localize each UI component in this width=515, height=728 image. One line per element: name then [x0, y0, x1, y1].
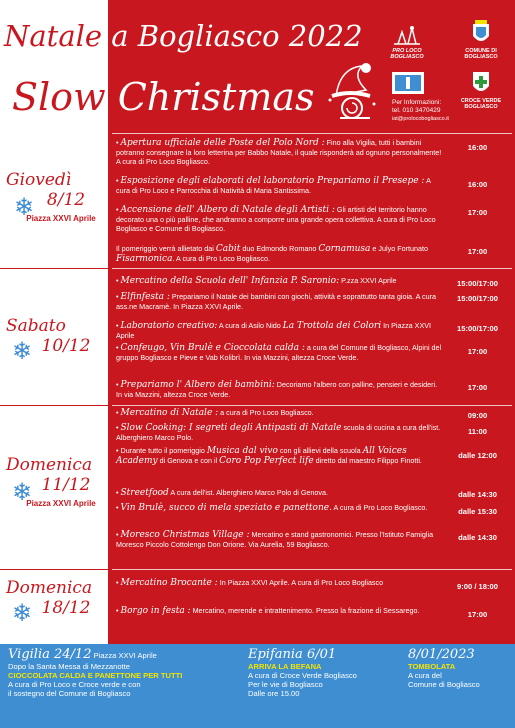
event-time: 11:00 — [467, 427, 487, 436]
day-date: 11/12 — [41, 475, 91, 495]
tombolata-highlight: TOMBOLATA — [408, 662, 456, 671]
event-item: • Mercatino Brocante : In Piazza XXVI Aprile. A cura di Pro Loco Bogliasco — [116, 578, 384, 588]
day-date: 18/12 — [41, 598, 91, 618]
event-time: dalle 14:30 — [458, 533, 497, 542]
epifania-line: Per le vie di Bogliasco — [248, 680, 323, 689]
event-heading: Vin Brulè, succo di mela speziato e panettone. — [120, 503, 332, 513]
event-item: • Slow Cooking: I segreti degli Antipasti di Natale scuola di cucina a cura dell'ist. Alberghiero Marco Polo. — [116, 423, 441, 442]
event-item: • Esposizione degli elaborati del laboratorio Prepariamo il Presepe : A cura di Pro Loco e Parrocchia di Natività di Maria Santissima. — [116, 176, 431, 195]
event-time: dalle 12:00 — [458, 451, 497, 460]
event-heading: Slow Cooking: I segreti degli Antipasti di Natale — [120, 423, 342, 433]
event-heading: Elfinfesta : — [120, 292, 170, 302]
vigilia-heading: Vigilia 24/12 — [8, 647, 92, 662]
event-heading: Coro Pop Perfect life — [219, 456, 314, 466]
event-text: di Genova e con il — [157, 456, 220, 465]
snowflake-icon: ❄ — [12, 479, 33, 506]
event-text: Prepariamo il Natale dei bambini con giochi, attività e soprattutto tanta gioia. A cura ass.ne Macramè. In Piazza XXVI Aprile. — [116, 292, 437, 311]
footer-vigilia — [8, 648, 248, 698]
event-time: dalle 15:30 — [458, 507, 497, 516]
event-text: Gli artisti del territorio hanno decorato una o più palline, che andranno a comporre una grande opera collettiva. A cura di Pro Loco Bogliasco e Comune di Bogliasco. — [116, 205, 436, 233]
event-text: a cura di Pro Loco Bogliasco. — [218, 408, 314, 417]
event-time: 17:00 — [467, 610, 488, 619]
event-heading: Confeugo, Vin Brulè e Cioccolata calda : — [120, 343, 305, 353]
event-text: duo Edmondo Romano — [240, 244, 319, 253]
event-time: 15:00/17:00 — [457, 324, 498, 333]
event-time: 09:00 — [467, 411, 488, 420]
day-name: Sabato — [6, 316, 66, 336]
day-name: Domenica — [6, 578, 93, 598]
tombolata-line: Comune di Bogliasco — [408, 680, 480, 689]
snowflake-icon: ❄ — [12, 600, 33, 627]
event-item: • Accensione dell' Albero di Natale degli Artisti : Gli artisti del territorio hanno decorato una o più palline, che andranno a comporre una grande opera collettiva. A cura di Pro Loco Bogliasco e Comune di Bogliasco. — [116, 205, 436, 233]
separator — [0, 405, 108, 406]
event-item: • Mercatino di Natale : a cura di Pro Loco Bogliasco. — [116, 408, 314, 418]
day-name: Domenica — [6, 455, 93, 475]
event-item: • Apertura ufficiale delle Poste del Polo Nord : Fino alla Vigilia, tutti i bambini potranno consegnare la loro letterina per Babbo Natale, il quale risponderà ad ognuno personalmente! A cura di Pro Loco Bogliasco. — [116, 138, 442, 166]
separator — [112, 133, 512, 134]
event-text: a cura del Comune di Bogliasco, Alpini del gruppo Bogliasco e Pieve e Vab Kolibrì. In via Mazzini, altezza Croce Verde. — [116, 343, 442, 362]
event-text: Fino alla Vigilia, tutti i bambini potranno consegnare la loro letterina per Babbo Natale, il quale risponderà ad ognuno personalmente! A cura di Pro Loco Bogliasco. — [116, 138, 442, 166]
footer-epifania — [248, 648, 388, 698]
event-item — [116, 244, 444, 264]
tombolata-line: A cura del — [408, 671, 442, 680]
event-item: • Moresco Christmas Village : Mercatino e stand gastronomici. Presso l'Istituto Famiglia Moresco Piccolo Cottolengo Don Orione. Via Aurelia, 59 Bogliasco. — [116, 530, 434, 549]
day-place: Piazza XXVI Aprile — [26, 499, 96, 508]
subtitle-white: Christmas — [117, 75, 315, 119]
proloco-logo — [385, 24, 429, 60]
event-heading: Apertura ufficiale delle Poste del Polo Nord : — [120, 138, 325, 148]
event-time: 17:00 — [467, 383, 488, 392]
title-white: a Bogliasco 2022 — [111, 19, 363, 53]
subtitle-red: Slow — [12, 75, 106, 119]
event-text: Decoriamo l'albero con palline, pensieri e desideri. In via Mazzini, altezza Croce Verde. — [116, 380, 438, 399]
event-item: • Vin Brulè, succo di mela speziato e panettone. A cura di Pro Loco Bogliasco. — [116, 503, 428, 513]
event-time: 15:00/17:00 — [457, 279, 498, 288]
event-heading: Borgo in festa : — [120, 606, 191, 616]
info-label: Per Informazioni: — [392, 99, 442, 106]
comune-logo-text: COMUNE DI BOGLIASCO — [464, 48, 498, 60]
proloco-logo-text: PRO LOCO BOGLIASCO — [390, 48, 424, 60]
event-text: Il pomeriggio verrà allietato dai — [116, 244, 216, 253]
event-heading: Streetfood — [120, 488, 169, 498]
info-box — [392, 99, 462, 123]
event-heading: Mercatino della Scuola dell' Infanzia P. Saronio: — [120, 276, 340, 286]
event-item: • Mercatino della Scuola dell' Infanzia P. Saronio: P.zza XXVI Aprile — [116, 276, 397, 286]
event-heading: Mercatino di Natale : — [120, 408, 219, 418]
event-item: • Durante tutto il pomeriggio Musica dal vivo con gli allievi della scuola All Voices Academy di Genova e con il Coro Pop Perfect life diretto dal maestro Filippo Finotti. — [116, 446, 422, 466]
event-time: 17:00 — [467, 347, 488, 356]
event-heading: Musica dal vivo — [206, 446, 278, 456]
vigilia-highlight: CIOCCOLATA CALDA E PANETTONE PER TUTTI — [8, 671, 183, 680]
page-title — [4, 20, 363, 52]
event-heading: Fisarmonica — [116, 254, 173, 264]
separator — [112, 569, 512, 570]
event-heading: Esposizione degli elaborati del laboratorio Prepariamo il Presepe : — [120, 176, 425, 186]
epifania-highlight: ARRIVA LA BEFANA — [248, 662, 322, 671]
separator — [0, 569, 108, 570]
event-time: 17:00 — [467, 247, 488, 256]
vigilia-place: Piazza XXVI Aprile — [91, 651, 157, 660]
event-text: In Piazza XXVI Aprile — [116, 321, 432, 340]
event-heading: La Trottola dei Colori — [282, 321, 382, 331]
title-red: Natale — [4, 19, 103, 53]
event-time: 16:00 — [467, 180, 488, 189]
event-item: • Borgo in festa : Mercatino, merende e intrattenimento. Presso la frazione di Sessarego. — [116, 606, 420, 616]
separator — [112, 268, 512, 269]
vigilia-line: Dopo la Santa Messa di Mezzanotte — [8, 662, 130, 671]
footer-tombolata — [408, 648, 513, 689]
event-text: con gli allievi della scuola — [277, 446, 363, 455]
event-text: A cura di Pro Loco e Parrocchia di Natività di Maria Santissima. — [116, 176, 431, 195]
event-text: Mercatino e stand gastronomici. Presso l'Istituto Famiglia Moresco Piccolo Cottolengo Don Orione. Via Aurelia, 59 Bogliasco. — [116, 530, 434, 549]
tombolata-heading: 8/01/2023 — [408, 647, 475, 662]
event-item: • Laboratorio creativo: A cura di Asilo Nido La Trottola dei Colori In Piazza XXVI Aprile — [116, 321, 432, 340]
event-text: P.zza XXVI Aprile — [339, 276, 397, 285]
event-heading: Accensione dell' Albero di Natale degli Artisti : — [120, 205, 335, 215]
event-heading: Laboratorio creativo: — [120, 321, 218, 331]
snowflake-icon: ❄ — [14, 194, 35, 221]
event-text: In Piazza XXVI Aprile. A cura di Pro Loco Bogliasco — [217, 578, 384, 587]
event-heading: All Voices Academy — [116, 446, 407, 466]
page-subtitle — [12, 77, 315, 117]
event-text: Durante tutto il pomeriggio — [120, 446, 207, 455]
epifania-heading: Epifania 6/01 — [248, 647, 337, 662]
day-place: Piazza XXVI Aprile — [26, 214, 96, 223]
croce-verde-text-2: BOGLIASCO — [464, 104, 498, 110]
day-date: 8/12 — [46, 190, 86, 210]
event-time: 15:00/17:00 — [457, 294, 498, 303]
info-email: iat@prolocobogliasco.it — [392, 116, 449, 122]
separator — [112, 405, 512, 406]
event-item: • Confeugo, Vin Brulè e Cioccolata calda : a cura del Comune di Bogliasco, Alpini del gruppo Bogliasco e Pieve e Vab Kolibrì. In via Mazzini, altezza Croce Verde. — [116, 343, 442, 362]
event-item: • Streetfood A cura dell'ist. Alberghiero Marco Polo di Genova. — [116, 488, 328, 498]
day-name: Giovedì — [6, 170, 72, 190]
event-text: Mercatino, merende e intrattenimento. Presso la frazione di Sessarego. — [190, 606, 420, 615]
event-text: A cura di Asilo Nido — [217, 321, 283, 330]
event-heading: Cornamusa — [318, 244, 371, 254]
event-text: diretto dal maestro Filippo Finotti. — [313, 456, 422, 465]
event-text: A cura di Pro Loco Bogliasco. — [331, 503, 428, 512]
event-heading: Moresco Christmas Village : — [120, 530, 250, 540]
event-time: 17:00 — [467, 208, 488, 217]
event-item: • Prepariamo l' Albero dei bambini: Decoriamo l'albero con palline, pensieri e desideri. In via Mazzini, altezza Croce Verde. — [116, 380, 438, 399]
epifania-line: A cura di Croce Verde Bogliasco — [248, 671, 357, 680]
event-text: e Julyo Fortunato — [370, 244, 428, 253]
event-text: A cura dell'ist. Alberghiero Marco Polo di Genova. — [168, 488, 328, 497]
event-time: 16:00 — [467, 143, 488, 152]
epifania-line: Dalle ore 15.00 — [248, 689, 300, 698]
croce-verde-text-1: CROCE VERDE — [460, 98, 502, 104]
event-item: • Elfinfesta : Prepariamo il Natale dei bambini con giochi, attività e soprattutto tanta gioia. A cura ass.ne Macramè. In Piazza XXVI Aprile. — [116, 292, 437, 311]
lighthouse-logo — [391, 72, 425, 96]
event-text: . A cura di Pro Loco Bogliasco. — [172, 254, 270, 263]
event-heading: Cabit — [215, 244, 241, 254]
comune-crest-icon — [470, 20, 492, 46]
info-phone: tel. 010 3470429 — [392, 107, 441, 114]
vigilia-line: il sostegno del Comune di Bogliasco — [8, 689, 131, 698]
snowflake-icon: ❄ — [12, 338, 33, 365]
croce-verde-crest-icon — [470, 70, 492, 96]
separator — [0, 268, 108, 269]
santa-hat-snail-icon — [322, 60, 380, 120]
event-time: dalle 14:30 — [458, 490, 497, 499]
vigilia-line: A cura di Pro Loco e Croce verde e con — [8, 680, 141, 689]
event-text: scuola di cucina a cura dell'ist. Alberghiero Marco Polo. — [116, 423, 441, 442]
day-date: 10/12 — [41, 336, 91, 356]
event-time: 9:00 / 18:00 — [457, 582, 498, 591]
comune-logo — [451, 20, 511, 60]
event-heading: Prepariamo l' Albero dei bambini: — [120, 380, 275, 390]
event-heading: Mercatino Brocante : — [120, 578, 218, 588]
